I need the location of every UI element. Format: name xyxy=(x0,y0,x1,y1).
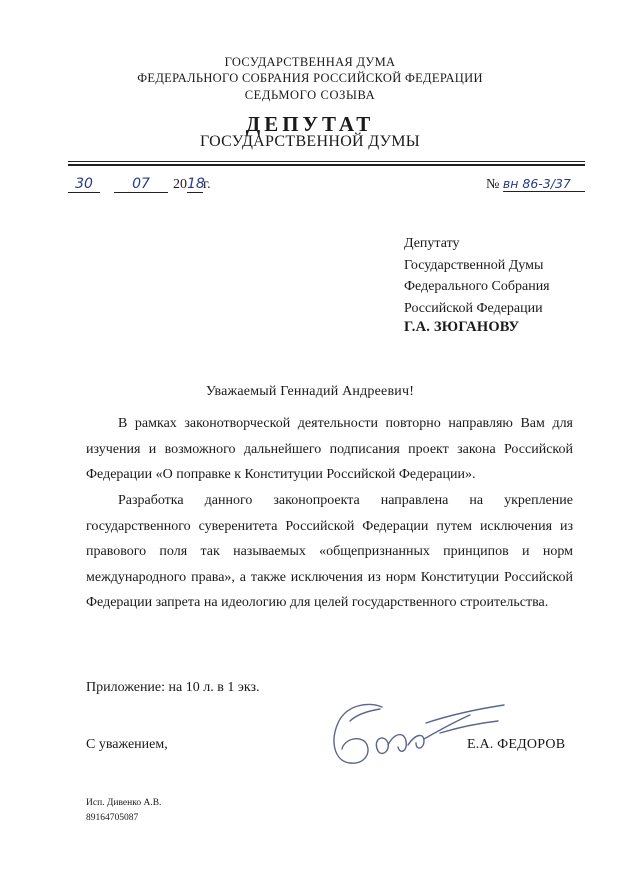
addressee-block xyxy=(404,233,550,319)
salutation: Уважаемый Геннадий Андреевич! xyxy=(205,384,415,399)
reference-label: № xyxy=(486,177,500,192)
closing-phrase: С уважением, xyxy=(86,737,168,752)
header-divider-thick xyxy=(68,164,585,166)
letterhead-line-1: ГОСУДАРСТВЕННАЯ ДУМА xyxy=(224,55,396,69)
date-suffix: г. xyxy=(203,177,211,192)
executor-name: Исп. Дивенко А.В. xyxy=(86,798,162,808)
body-paragraph-2: Разработка данного законопроекта направлена на укрепление государственного суверенитета Российской Федерации путем исключения из правового поля так называемых «общепризнанных принципов и норм международного права», а также исключения из норм Конституции Российской Федерации запрета на идеологию для целей государственного строительства. xyxy=(86,493,573,610)
executor-block xyxy=(86,796,161,826)
addressee-line-4: Российской Федерации xyxy=(404,300,543,316)
reference-value: вн 86-3/37 xyxy=(503,176,585,192)
signer-name: Е.А. ФЕДОРОВ xyxy=(467,737,566,752)
date-month: 07 xyxy=(114,176,168,193)
letterhead-subtitle: ГОСУДАРСТВЕННОЙ ДУМЫ xyxy=(199,133,421,150)
body-paragraph-1: В рамках законотворческой деятельности повторно направляю Вам для изучения и возможного дальнейшего подписания проект закона Российской Федерации «О поправке к Конституции Российской Федерации». xyxy=(86,416,573,482)
letterhead-title: ДЕПУТАТ xyxy=(245,112,375,136)
letterhead-line-3: СЕДЬМОГО СОЗЫВА xyxy=(244,88,376,102)
date-year-suffix: 18 xyxy=(187,176,205,192)
letterhead-line-2: ФЕДЕРАЛЬНОГО СОБРАНИЯ РОССИЙСКОЙ ФЕДЕРАЦИИ xyxy=(137,71,483,85)
addressee-line-2: Государственной Думы xyxy=(404,257,544,273)
executor-phone: 89164705087 xyxy=(86,813,139,823)
handwritten-signature xyxy=(320,693,520,773)
addressee-line-1: Депутату xyxy=(404,236,460,251)
addressee-name: Г.А. ЗЮГАНОВУ xyxy=(404,319,520,335)
date-year xyxy=(173,176,211,193)
appendix-note: Приложение: на 10 л. в 1 экз. xyxy=(86,680,260,695)
date-year-prefix: 20 xyxy=(173,177,187,192)
header-divider-thin xyxy=(68,161,585,162)
reference-number xyxy=(486,176,586,193)
date-day: 30 xyxy=(68,176,100,193)
addressee-line-3: Федерального Собрания xyxy=(404,279,550,294)
